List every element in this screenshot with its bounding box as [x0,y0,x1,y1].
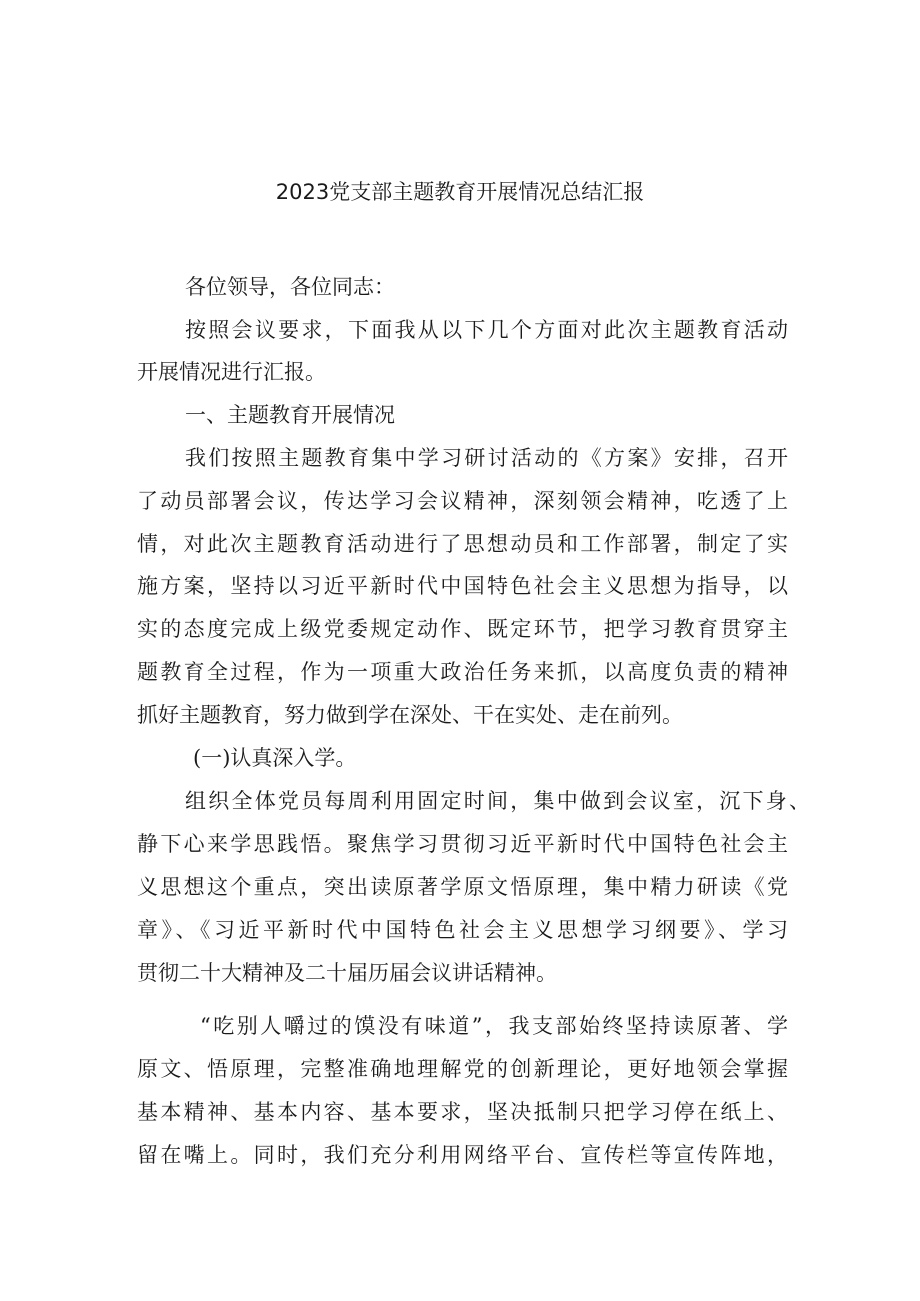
para2-line-1: 组织全体党员每周利用固定时间，集中做到会议室，沉下身、 [185,789,810,813]
greeting: 各位领导，各位同志： [185,275,395,299]
para1-line-5: 实的态度完成上级党委规定动作、既定环节，把学习教育贯穿主 [137,617,788,641]
para2-line-4: 章》、《习近平新时代中国特色社会主义思想学习纲要》、学习 [137,918,788,942]
para3-line-2: 原文、悟原理，完整准确地理解党的创新理论，更好地领会掌握 [137,1057,788,1081]
section-heading-1: 一、主题教育开展情况 [185,403,395,427]
para3-line-1: “吃别人嚼过的馍没有味道”，我支部始终坚持读原著、学 [200,1014,788,1038]
para1-line-1: 我们按照主题教育集中学习研讨活动的《方案》安排，召开 [185,446,788,470]
para2-line-3: 义思想这个重点，突出读原著学原文悟原理，集中精力研读《党 [137,875,788,899]
para1-line-2: 了动员部署会议，传达学习会议精神，深刻领会精神，吃透了上 [137,489,788,513]
para3-line-3: 基本精神、基本内容、基本要求，坚决抵制只把学习停在纸上、 [137,1100,788,1124]
para1-line-4: 施方案，坚持以习近平新时代中国特色社会主义思想为指导，以 [137,574,788,598]
para1-line-7: 抓好主题教育，努力做到学在深处、干在实处、走在前列。 [137,703,683,727]
subsection-heading-1: (一)认真深入学。 [193,746,357,770]
para1-line-3: 情，对此次主题教育活动进行了思想动员和工作部署，制定了实 [137,532,788,556]
intro-line-1: 按照会议要求，下面我从以下几个方面对此次主题教育活动 [185,318,788,342]
para1-line-6: 题教育全过程，作为一项重大政治任务来抓，以高度负责的精神 [137,660,788,684]
intro-line-2: 开展情况进行汇报。 [137,360,326,384]
document-title: 2023党支部主题教育开展情况总结汇报 [275,180,645,204]
para2-line-5: 贯彻二十大精神及二十届历届会议讲话精神。 [137,961,557,985]
para2-line-2: 静下心来学思践悟。聚焦学习贯彻习近平新时代中国特色社会主 [137,832,788,856]
para3-line-4: 留在嘴上。同时，我们充分利用网络平台、宣传栏等宣传阵地， [137,1143,788,1167]
